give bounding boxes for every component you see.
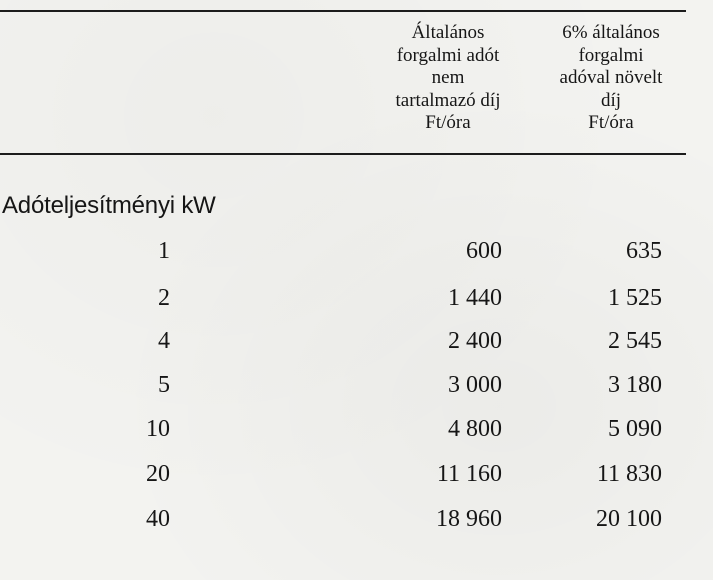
table-row [0,461,713,491]
row-gross-fee: 3 180 [608,372,662,398]
section-title: Adóteljesítményi kW [2,192,216,219]
table-row [0,372,713,402]
table-top-rule [0,10,686,12]
row-net-fee: 18 960 [436,506,502,532]
table-row [0,416,713,446]
row-kw: 1 [158,238,170,264]
row-net-fee: 1 440 [448,285,502,311]
table-row [0,506,713,536]
row-gross-fee: 11 830 [596,461,662,487]
row-gross-fee: 1 525 [608,285,662,311]
table-row [0,328,713,358]
row-gross-fee: 2 545 [608,328,662,354]
table-row [0,285,713,315]
row-net-fee: 3 000 [448,372,502,398]
table-row [0,238,713,268]
column-header-net-fee: Általános forgalmi adót nem tartalmazó díj Ft/óra [395,22,501,133]
row-gross-fee: 635 [626,238,662,264]
table-header-rule [0,153,686,155]
row-kw: 2 [158,285,170,311]
row-kw: 4 [158,328,170,354]
row-gross-fee: 5 090 [608,416,662,442]
row-gross-fee: 20 100 [596,506,662,532]
row-net-fee: 600 [466,238,502,264]
row-net-fee: 2 400 [448,328,502,354]
column-header-gross-fee: 6% általános forgalmi adóval növelt díj Ft/óra [559,22,663,133]
row-net-fee: 4 800 [448,416,502,442]
row-kw: 10 [146,416,170,442]
row-kw: 40 [146,506,170,532]
row-kw: 20 [146,461,170,487]
row-net-fee: 11 160 [436,461,502,487]
row-kw: 5 [158,372,170,398]
